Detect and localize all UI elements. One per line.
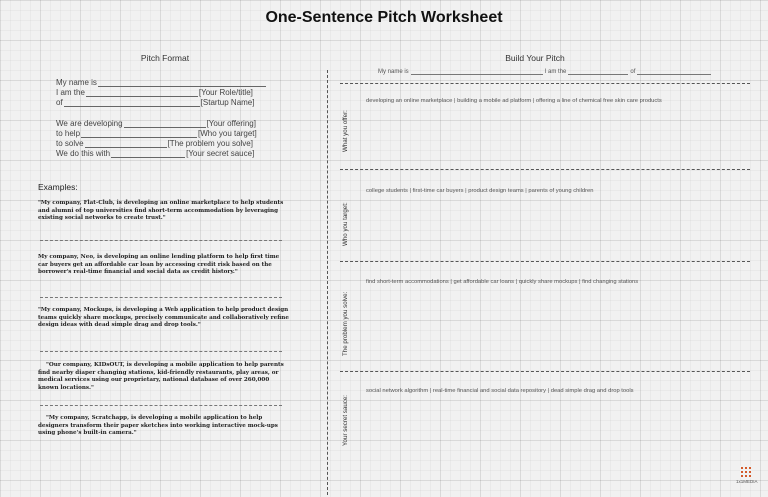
form-line-problem (56, 139, 253, 148)
logo-grid-icon (740, 466, 752, 478)
examples-title: Examples: (38, 182, 78, 192)
blank-line (85, 139, 167, 148)
company-blank (637, 68, 711, 75)
row-options-sauce: social network algorithm | real-time financial and social data repository | dead simple drag and drop tools (366, 388, 634, 394)
blank-line (98, 78, 266, 87)
form-line-name (56, 78, 267, 87)
name-blank (411, 68, 543, 75)
logo-text: 1x1MEDIA (736, 479, 758, 484)
blank-line (81, 129, 197, 138)
row-divider (340, 169, 750, 170)
example-text: "My company, Flat-Club, is developing an online marketplace to help students and alumni of top universities find short-term accommodation by leveraging existing social networks to create trust." (38, 200, 284, 222)
form-line-role (56, 88, 253, 97)
form-line-prefix: My name is (56, 78, 97, 87)
blank-line (64, 98, 200, 107)
form-label-of: of (630, 69, 636, 75)
form-line-prefix: I am the (56, 88, 85, 97)
row-label-offer: What you offer: (342, 110, 349, 152)
divider (40, 240, 282, 241)
divider (40, 297, 282, 298)
form-line-prefix: of (56, 98, 63, 107)
row-divider (340, 261, 750, 262)
example-text: My company, Neo, is developing an online lending platform to help first time car buyers get an affordable car loan by accessing credit risk based on the borrower's real-time financial and social data as credit history." (38, 254, 280, 276)
column-divider (327, 70, 328, 495)
form-line-target (56, 129, 257, 138)
example-text: "Our company, KIDsOUT, is developing a mobile application to help parents find nearby diaper changing stations, kid-friendly restaurants, play areas, or medical services using our proprietary, national database of over 260,000 known locations." (38, 362, 284, 391)
build-pitch-heading: Build Your Pitch (505, 53, 565, 63)
form-line-prefix: We do this with (56, 149, 111, 158)
form-line-suffix: [Your offering] (206, 119, 256, 128)
row-label-problem: The problem you solve: (342, 291, 349, 356)
form-line-sauce (56, 149, 254, 158)
form-line-prefix: to solve (56, 139, 84, 148)
blank-line (124, 119, 206, 128)
role-blank (568, 68, 628, 75)
brand-logo (736, 466, 758, 484)
row-divider (340, 83, 750, 84)
form-line-prefix: We are developing (56, 119, 123, 128)
page-title: One-Sentence Pitch Worksheet (265, 9, 503, 26)
form-line-suffix: [The problem you solve] (167, 139, 253, 148)
row-options-problem: find short-term accommodations | get affordable car loans | quickly share mockups | find changing stations (366, 279, 639, 285)
form-line-prefix: to help (56, 129, 81, 138)
form-line-suffix: [Who you target] (198, 129, 257, 138)
blank-line (86, 88, 198, 97)
blank-line (111, 149, 185, 158)
divider (40, 351, 282, 352)
example-text: "My company, Mockups, is developing a Web application to help product design teams quickly share mockups, precisely communicate and collaboratively refine design ideas with dead simple drag and drop tools." (38, 307, 289, 329)
row-label-sauce: Your secret sauce: (342, 394, 349, 446)
form-label-role: I am the (544, 69, 567, 75)
form-line-suffix: [Your Role/title] (198, 88, 253, 97)
build-pitch-form (378, 68, 713, 75)
form-line-suffix: [Startup Name] (200, 98, 255, 107)
row-divider (340, 371, 750, 372)
example-text: "My company, Scratchapp, is developing a mobile application to help designers transform their paper sketches into working interactive mock-ups using phone's built-in camera." (38, 415, 278, 437)
form-line-offering (56, 119, 256, 128)
row-label-target: Who you target: (342, 202, 349, 246)
form-line-startup (56, 98, 254, 107)
form-line-suffix: [Your secret sauce] (186, 149, 255, 158)
divider (40, 405, 282, 406)
row-options-offer: developing an online marketplace | building a mobile ad platform | offering a line of chemical free skin care products (366, 98, 662, 104)
row-options-target: college students | first-time car buyers | product design teams | parents of young children (366, 188, 594, 194)
form-label-name: My name is (378, 69, 409, 75)
pitch-format-heading: Pitch Format (140, 53, 190, 63)
